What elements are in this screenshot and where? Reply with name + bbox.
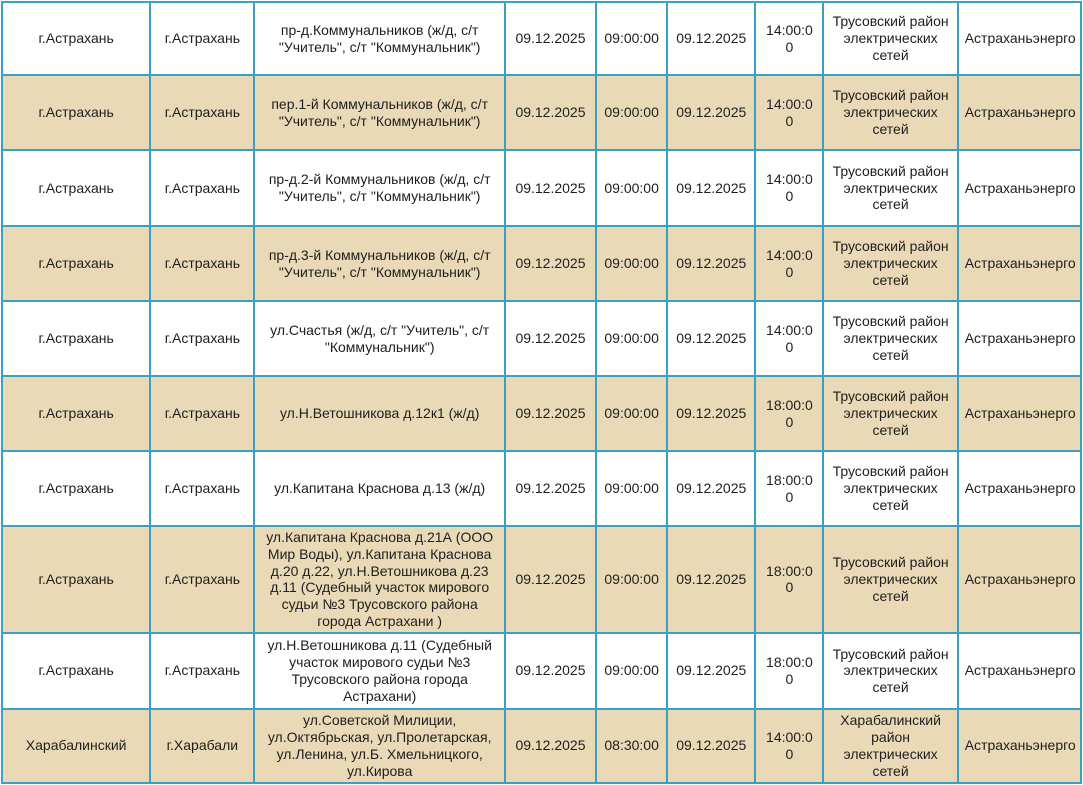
table-row bbox=[2, 709, 1081, 783]
outage-schedule-page bbox=[0, 1, 1083, 785]
cell-city: г.Астрахань bbox=[150, 75, 254, 150]
cell-grid_org: Трусовский район электрических сетей bbox=[823, 451, 957, 526]
cell-time_end: 18:00:00 bbox=[755, 633, 823, 709]
cell-grid_org: Харабалинский район электрических сетей bbox=[823, 709, 957, 783]
cell-streets: пр-д.Коммунальников (ж/д, с/т "Учитель", с/т "Коммунальник") bbox=[254, 2, 504, 75]
cell-company: Астраханьэнерго bbox=[958, 376, 1081, 451]
cell-time_start: 09:00:00 bbox=[596, 75, 667, 150]
cell-date_end: 09.12.2025 bbox=[667, 709, 755, 783]
cell-time_end: 18:00:00 bbox=[755, 451, 823, 526]
cell-time_end: 18:00:00 bbox=[755, 376, 823, 451]
cell-time_start: 09:00:00 bbox=[596, 451, 667, 526]
cell-streets: ул.Н.Ветошникова д.11 (Судебный участок мирового судьи №3 Трусовского района города Астрахани) bbox=[254, 633, 504, 709]
cell-city: г.Астрахань bbox=[150, 2, 254, 75]
table-row bbox=[2, 75, 1081, 150]
cell-district: г.Астрахань bbox=[2, 526, 150, 633]
cell-time_start: 09:00:00 bbox=[596, 226, 667, 301]
cell-date_end: 09.12.2025 bbox=[667, 526, 755, 633]
table-row bbox=[2, 150, 1081, 226]
outage-schedule-table bbox=[1, 1, 1082, 784]
cell-date_end: 09.12.2025 bbox=[667, 75, 755, 150]
cell-city: г.Астрахань bbox=[150, 376, 254, 451]
cell-company: Астраханьэнерго bbox=[958, 526, 1081, 633]
cell-city: г.Астрахань bbox=[150, 301, 254, 376]
cell-company: Астраханьэнерго bbox=[958, 451, 1081, 526]
cell-grid_org: Трусовский район электрических сетей bbox=[823, 150, 957, 226]
cell-streets: ул.Капитана Краснова д.13 (ж/д) bbox=[254, 451, 504, 526]
cell-city: г.Астрахань bbox=[150, 150, 254, 226]
cell-date_end: 09.12.2025 bbox=[667, 301, 755, 376]
cell-time_start: 09:00:00 bbox=[596, 301, 667, 376]
cell-streets: ул.Советской Милиции, ул.Октябрьская, ул.Пролетарская, ул.Ленина, ул.Б. Хмельницкого, ул.Кирова bbox=[254, 709, 504, 783]
cell-grid_org: Трусовский район электрических сетей bbox=[823, 633, 957, 709]
cell-grid_org: Трусовский район электрических сетей bbox=[823, 376, 957, 451]
cell-city: г.Астрахань bbox=[150, 633, 254, 709]
cell-date_end: 09.12.2025 bbox=[667, 376, 755, 451]
cell-streets: пер.1-й Коммунальников (ж/д, с/т "Учитель", с/т "Коммунальник") bbox=[254, 75, 504, 150]
cell-time_end: 14:00:00 bbox=[755, 709, 823, 783]
cell-date_start: 09.12.2025 bbox=[505, 709, 596, 783]
cell-streets: ул.Н.Ветошникова д.12к1 (ж/д) bbox=[254, 376, 504, 451]
cell-date_start: 09.12.2025 bbox=[505, 301, 596, 376]
cell-time_start: 09:00:00 bbox=[596, 376, 667, 451]
cell-time_end: 14:00:00 bbox=[755, 150, 823, 226]
cell-date_start: 09.12.2025 bbox=[505, 451, 596, 526]
cell-date_end: 09.12.2025 bbox=[667, 451, 755, 526]
cell-district: Харабалинский bbox=[2, 709, 150, 783]
cell-city: г.Астрахань bbox=[150, 526, 254, 633]
table-row bbox=[2, 2, 1081, 75]
outage-table-body bbox=[2, 2, 1081, 783]
cell-grid_org: Трусовский район электрических сетей bbox=[823, 301, 957, 376]
cell-time_end: 14:00:00 bbox=[755, 2, 823, 75]
cell-date_end: 09.12.2025 bbox=[667, 2, 755, 75]
cell-company: Астраханьэнерго bbox=[958, 633, 1081, 709]
cell-streets: пр-д.2-й Коммунальников (ж/д, с/т "Учитель", с/т "Коммунальник") bbox=[254, 150, 504, 226]
cell-grid_org: Трусовский район электрических сетей bbox=[823, 226, 957, 301]
cell-city: г.Харабали bbox=[150, 709, 254, 783]
cell-time_start: 09:00:00 bbox=[596, 150, 667, 226]
cell-date_start: 09.12.2025 bbox=[505, 633, 596, 709]
cell-streets: пр-д.3-й Коммунальников (ж/д, с/т "Учитель", с/т "Коммунальник") bbox=[254, 226, 504, 301]
table-row bbox=[2, 376, 1081, 451]
cell-district: г.Астрахань bbox=[2, 75, 150, 150]
cell-time_end: 18:00:00 bbox=[755, 526, 823, 633]
cell-company: Астраханьэнерго bbox=[958, 226, 1081, 301]
cell-district: г.Астрахань bbox=[2, 451, 150, 526]
cell-time_end: 14:00:00 bbox=[755, 75, 823, 150]
cell-city: г.Астрахань bbox=[150, 451, 254, 526]
cell-district: г.Астрахань bbox=[2, 301, 150, 376]
cell-time_start: 08:30:00 bbox=[596, 709, 667, 783]
cell-time_end: 14:00:00 bbox=[755, 226, 823, 301]
cell-company: Астраханьэнерго bbox=[958, 709, 1081, 783]
cell-city: г.Астрахань bbox=[150, 226, 254, 301]
cell-date_start: 09.12.2025 bbox=[505, 526, 596, 633]
cell-streets: ул.Счастья (ж/д, с/т "Учитель", с/т "Коммунальник") bbox=[254, 301, 504, 376]
cell-district: г.Астрахань bbox=[2, 150, 150, 226]
cell-company: Астраханьэнерго bbox=[958, 2, 1081, 75]
table-row bbox=[2, 451, 1081, 526]
cell-company: Астраханьэнерго bbox=[958, 75, 1081, 150]
cell-company: Астраханьэнерго bbox=[958, 301, 1081, 376]
cell-date_start: 09.12.2025 bbox=[505, 2, 596, 75]
cell-district: г.Астрахань bbox=[2, 226, 150, 301]
cell-district: г.Астрахань bbox=[2, 633, 150, 709]
cell-date_start: 09.12.2025 bbox=[505, 376, 596, 451]
cell-time_start: 09:00:00 bbox=[596, 633, 667, 709]
cell-district: г.Астрахань bbox=[2, 2, 150, 75]
cell-time_start: 09:00:00 bbox=[596, 2, 667, 75]
cell-date_end: 09.12.2025 bbox=[667, 633, 755, 709]
table-row bbox=[2, 526, 1081, 633]
cell-date_start: 09.12.2025 bbox=[505, 226, 596, 301]
cell-grid_org: Трусовский район электрических сетей bbox=[823, 526, 957, 633]
cell-district: г.Астрахань bbox=[2, 376, 150, 451]
cell-time_end: 14:00:00 bbox=[755, 301, 823, 376]
table-row bbox=[2, 633, 1081, 709]
cell-time_start: 09:00:00 bbox=[596, 526, 667, 633]
table-row bbox=[2, 301, 1081, 376]
cell-streets: ул.Капитана Краснова д.21А (ООО Мир Воды), ул.Капитана Краснова д.20 д.22, ул.Н.Ветошникова д.23 д.11 (Судебный участок мирового судьи №3 Трусовского района города Астрахани ) bbox=[254, 526, 504, 633]
cell-company: Астраханьэнерго bbox=[958, 150, 1081, 226]
cell-date_start: 09.12.2025 bbox=[505, 150, 596, 226]
table-row bbox=[2, 226, 1081, 301]
cell-date_end: 09.12.2025 bbox=[667, 150, 755, 226]
cell-date_start: 09.12.2025 bbox=[505, 75, 596, 150]
cell-grid_org: Трусовский район электрических сетей bbox=[823, 2, 957, 75]
cell-grid_org: Трусовский район электрических сетей bbox=[823, 75, 957, 150]
cell-date_end: 09.12.2025 bbox=[667, 226, 755, 301]
